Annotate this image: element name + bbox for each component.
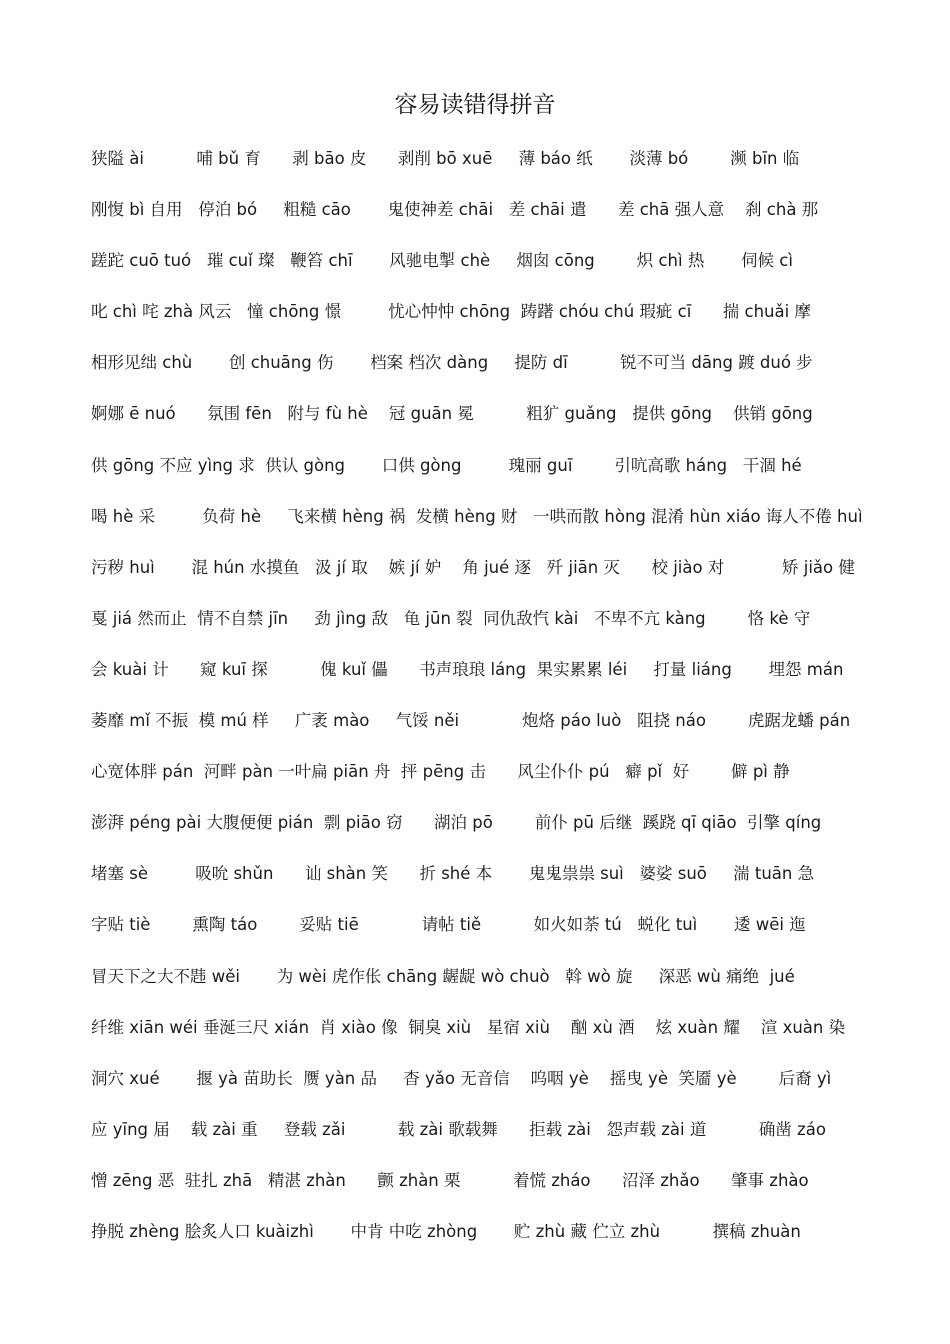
text-line: 刚愎 bì 自用 停泊 bó 粗糙 cāo 鬼使神差 chāi 差 chāi 遣 差 chā 强人意 刹 chà 那 [91,200,819,220]
text-line: 狭隘 ài 哺 bǔ 育 剥 bāo 皮 剥削 bō xuē 薄 báo 纸 淡薄 bó 濒 bīn 临 [91,149,800,168]
text-line: 纤维 xiān wéi 垂涎三尺 xián 肖 xiào 像 铜臭 xiù 星宿 xiù 酗 xù 酒 炫 xuàn 耀 渲 xuàn 染 [91,1017,846,1037]
text-line: 澎湃 péng pài 大腹便便 pián 剽 piāo 窃 湖泊 pō 前仆 pū 后继 蹊跷 qī qiāo 引擎 qíng [91,813,822,833]
text-line: 萎靡 mǐ 不振 模 mú 样 广袤 mào 气馁 něi 炮烙 páo luò 阻挠 náo 虎踞龙蟠 pán [91,711,851,731]
text-line: 蹉跎 cuō tuó 璀 cuǐ 璨 鞭笞 chī 风驰电掣 chè 烟囱 cōng 炽 chì 热 伺候 cì [91,251,793,271]
text-line: 挣脱 zhèng 脍炙人口 kuàizhì 中肯 中吃 zhòng 贮 zhù 藏 伫立 zhù 撰稿 zhuàn [91,1221,801,1241]
text-line: 戛 jiá 然而止 情不自禁 jīn 劲 jìng 敌 龟 jūn 裂 同仇敌忾 kài 不卑不亢 kàng 恪 kè 守 [91,608,811,628]
text-line: 洞穴 xué 揠 yà 苗助长 赝 yàn 品 杳 yǎo 无音信 呜咽 yè 摇曳 yè 笑靥 yè 后裔 yì [91,1068,832,1088]
text-line: 堵塞 sè 吸吮 shǔn 讪 shàn 笑 折 shé 本 鬼鬼祟祟 suì 婆娑 suō 湍 tuān 急 [91,864,815,884]
text-line: 婀娜 ē nuó 氛围 fēn 附与 fù hè 冠 guān 冕 粗犷 guǎng 提供 gōng 供销 gōng [91,404,813,424]
text-line: 供 gōng 不应 yìng 求 供认 gòng 口供 gòng 瑰丽 guī 引吭高歌 háng 干涸 hé [91,455,802,475]
text-line: 喝 hè 采 负荷 hè 飞来横 hèng 祸 发横 hèng 财 一哄而散 hòng 混淆 hùn xiáo 诲人不倦 huì [91,506,863,526]
text-line: 污秽 huì 混 hún 水摸鱼 汲 jí 取 嫉 jí 妒 角 jué 逐 歼 jiān 灭 校 jiào 对 矫 jiǎo 健 [91,557,855,577]
text-line: 相形见绌 chù 创 chuāng 伤 档案 档次 dàng 提防 dī 锐不可当 dāng 踱 duó 步 [91,353,813,373]
text-line: 会 kuài 计 窥 kuī 探 傀 kuǐ 儡 书声琅琅 láng 果实累累 léi 打量 liáng 埋怨 mán [91,659,844,679]
text-line: 憎 zēng 恶 驻扎 zhā 精湛 zhàn 颤 zhàn 栗 着慌 zháo 沼泽 zhǎo 肇事 zhào [91,1170,809,1190]
text-line: 叱 chì 咤 zhà 风云 憧 chōng 憬 忧心忡忡 chōng 踌躇 chóu chú 瑕疵 cī 揣 chuǎi 摩 [91,302,811,322]
pinyin-list [91,144,891,1268]
text-line: 应 yīng 届 载 zài 重 登载 zǎi 载 zài 歌载舞 拒载 zài 怨声载 zài 道 确凿 záo [91,1119,826,1139]
text-line: 心宽体胖 pán 河畔 pàn 一叶扁 piān 舟 抨 pēng 击 风尘仆仆 pú 癖 pǐ 好 僻 pì 静 [91,762,790,782]
text-line: 字贴 tiè 熏陶 táo 妥贴 tiē 请帖 tiě 如火如荼 tú 蜕化 tuì 逶 wēi 迤 [91,915,806,935]
document-title: 容易读错得拼音 [394,92,556,118]
text-line: 冒天下之大不韪 wěi 为 wèi 虎作伥 chāng 龌龊 wò chuò 斡 wò 旋 深恶 wù 痛绝 jué [91,966,795,986]
